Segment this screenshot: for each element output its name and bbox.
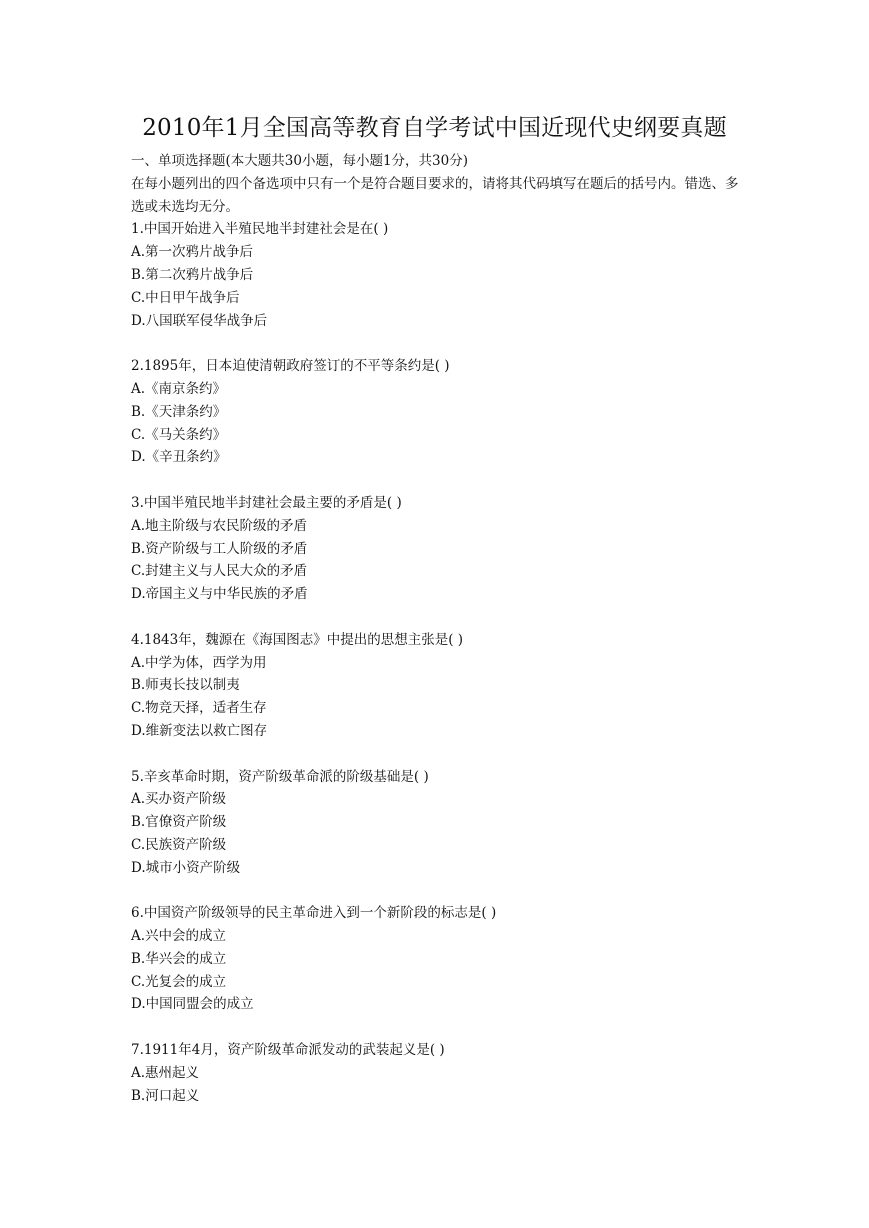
option-b: B.资产阶级与工人阶级的矛盾 — [131, 540, 308, 557]
question-6 — [131, 902, 741, 1016]
option-d: D.中国同盟会的成立 — [131, 996, 254, 1013]
section-heading: 一、单项选择题(本大题共30小题，每小题1分，共30分) — [131, 153, 468, 169]
option-c: C.封建主义与人民大众的矛盾 — [131, 563, 308, 580]
option-d: D.城市小资产阶级 — [131, 859, 241, 876]
question-5 — [131, 766, 741, 880]
option-b: B.河口起义 — [131, 1087, 200, 1104]
option-d: D.八国联军侵华战争后 — [131, 312, 268, 329]
question-3 — [131, 492, 741, 606]
option-c: C.中日甲午战争后 — [131, 289, 240, 306]
option-c: C.物竞天择，适者生存 — [131, 700, 267, 717]
option-b: B.华兴会的成立 — [131, 950, 227, 967]
question-stem: 7.1911年4月，资产阶级革命派发动的武装起义是( ) — [131, 1042, 445, 1059]
option-c: C.《马关条约》 — [131, 426, 227, 443]
question-stem: 5.辛亥革命时期，资产阶级革命派的阶级基础是( ) — [131, 768, 429, 785]
option-a: A.地主阶级与农民阶级的矛盾 — [131, 517, 308, 534]
option-a: A.中学为体，西学为用 — [131, 654, 267, 671]
option-b: B.官僚资产阶级 — [131, 814, 227, 831]
option-c: C.光复会的成立 — [131, 973, 227, 990]
instructions: 在每小题列出的四个备选项中只有一个是符合题目要求的，请将其代码填写在题后的括号内。错选、多选或未选均无分。 — [131, 175, 739, 215]
option-d: D.《辛丑条约》 — [131, 449, 227, 466]
option-a: A.《南京条约》 — [131, 380, 227, 397]
option-b: B.《天津条约》 — [131, 403, 227, 420]
option-c: C.民族资产阶级 — [131, 836, 227, 853]
question-stem: 6.中国资产阶级领导的民主革命进入到一个新阶段的标志是( ) — [131, 905, 497, 922]
page-title: 2010年1月全国高等教育自学考试中国近现代史纲要真题 — [142, 115, 727, 141]
question-stem: 2.1895年，日本迫使清朝政府签订的不平等条约是( ) — [131, 358, 450, 375]
option-a: A.兴中会的成立 — [131, 928, 227, 945]
option-a: A.第一次鸦片战争后 — [131, 244, 254, 261]
question-stem: 4.1843年，魏源在《海国图志》中提出的思想主张是( ) — [131, 631, 464, 648]
option-a: A.惠州起义 — [131, 1064, 200, 1081]
option-b: B.师夷长技以制夷 — [131, 677, 240, 694]
question-4 — [131, 629, 741, 743]
question-2 — [131, 355, 741, 469]
exam-content — [131, 150, 741, 1107]
question-1 — [131, 218, 741, 332]
option-d: D.帝国主义与中华民族的矛盾 — [131, 586, 308, 603]
question-stem: 1.中国开始进入半殖民地半封建社会是在( ) — [131, 221, 389, 238]
question-stem: 3.中国半殖民地半封建社会最主要的矛盾是( ) — [131, 494, 402, 511]
option-b: B.第二次鸦片战争后 — [131, 266, 254, 283]
option-d: D.维新变法以救亡图存 — [131, 722, 268, 739]
option-a: A.买办资产阶级 — [131, 791, 227, 808]
question-7 — [131, 1039, 741, 1107]
